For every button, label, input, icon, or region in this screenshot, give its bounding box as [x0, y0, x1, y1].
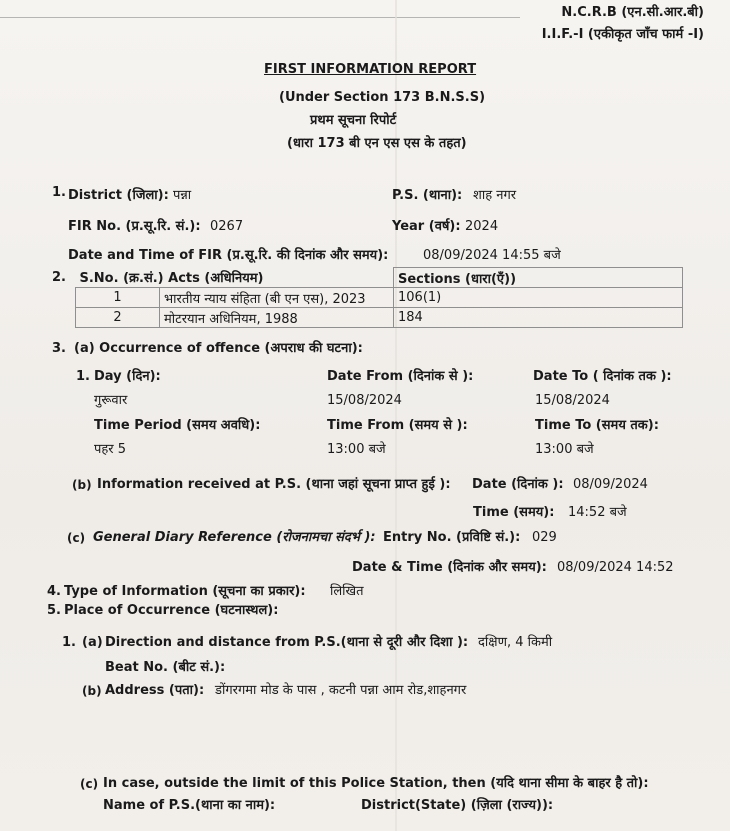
- acts-table: [75, 267, 683, 328]
- info-time-value: 14:52 बजे: [568, 505, 627, 520]
- s5-num: 5.: [47, 603, 61, 618]
- direction-label: Direction and distance from P.S.(थाना से दूरी और दिशा ):: [105, 635, 469, 650]
- sections-header: Sections (धारा(एँ)): [394, 268, 683, 288]
- time-to-value: 13:00 बजे: [535, 442, 594, 457]
- ncrb-label: N.C.R.B (एन.सी.आर.बी): [561, 5, 704, 20]
- s2-num: 2.: [52, 270, 66, 285]
- address-prefix: (b): [82, 684, 102, 698]
- page-title: FIRST INFORMATION REPORT: [264, 62, 477, 77]
- gd-prefix: (c): [67, 531, 86, 545]
- fir-label: FIR No. (प्र.सू.रि. सं.):: [68, 219, 201, 234]
- row-section: 106(1): [394, 288, 683, 308]
- row-section: 184: [394, 308, 683, 328]
- direction-value: दक्षिण, 4 किमी: [478, 635, 553, 650]
- beat-label: Beat No. (बीट सं.):: [105, 660, 226, 675]
- info-received-label: Information received at P.S. (थाना जहां सूचना प्राप्त हुई ):: [97, 477, 451, 492]
- day-label: Day (दिन):: [94, 369, 161, 384]
- fir-value: 0267: [210, 219, 244, 234]
- day-value: गुरूवार: [94, 393, 128, 408]
- s5-sub-num: 1.: [62, 635, 76, 650]
- s3-sub-num: 1.: [76, 369, 90, 384]
- time-period-value: पहर 5: [94, 442, 127, 457]
- fir-datetime-label: Date and Time of FIR (प्र.सू.रि. की दिनांक और समय):: [68, 248, 389, 263]
- acts-header-row: [76, 268, 683, 288]
- place-label: Place of Occurrence (घटनास्थल):: [64, 603, 279, 618]
- row-sno: 2: [76, 308, 160, 328]
- address-value: डोंगरगमा मोड के पास , कटनी पन्ना आम रोड,शाहनगर: [215, 683, 467, 698]
- hindi-title: प्रथम सूचना रिपोर्ट: [310, 113, 397, 128]
- time-to-label: Time To (समय तक):: [535, 418, 659, 433]
- time-from-value: 13:00 बजे: [327, 442, 386, 457]
- info-type-label: Type of Information (सूचना का प्रकार):: [64, 584, 306, 599]
- info-date-value: 08/09/2024: [573, 477, 648, 492]
- s3-num: 3.: [52, 341, 66, 356]
- table-row: [76, 288, 683, 308]
- year-value: 2024: [465, 219, 499, 234]
- ps-value: शाह नगर: [473, 188, 517, 203]
- row-sno: 1: [76, 288, 160, 308]
- table-row: [76, 308, 683, 328]
- time-period-label: Time Period (समय अवधि):: [94, 418, 261, 433]
- date-from-label: Date From (दिनांक से ):: [327, 369, 474, 384]
- iif-label: I.I.F.-I (एकीकृत जाँच फार्म -I): [541, 27, 704, 42]
- direction-prefix: (a): [82, 635, 103, 650]
- date-to-label: Date To ( दिनांक तक ):: [533, 369, 672, 384]
- hindi-section: (धारा 173 बी एन एस एस के तहत): [287, 136, 467, 151]
- gd-datetime-label: Date & Time (दिनांक और समय):: [352, 560, 547, 575]
- ps-label: P.S. (थाना):: [392, 188, 463, 203]
- info-type-value: लिखित: [330, 584, 364, 599]
- outside-limit-label: In case, outside the limit of this Police Station, then (यदि थाना सीमा के बाहर है तो):: [103, 776, 649, 791]
- gd-entry-value: 029: [532, 530, 557, 545]
- date-from-value: 15/08/2024: [327, 393, 402, 408]
- address-label: Address (पता):: [105, 683, 205, 698]
- time-from-label: Time From (समय से ):: [327, 418, 468, 433]
- acts-header: Acts (अधिनियम): [168, 271, 264, 287]
- info-time-label: Time (समय):: [473, 505, 555, 520]
- row-act: भारतीय न्याय संहिता (बी एन एस), 2023: [160, 288, 394, 308]
- year-label: Year (वर्ष):: [392, 219, 461, 234]
- under-section: (Under Section 173 B.N.S.S): [279, 90, 486, 105]
- info-received-prefix: (b): [72, 478, 92, 492]
- district-value: पन्ना: [173, 188, 192, 203]
- info-date-label: Date (दिनांक ):: [472, 477, 564, 492]
- ps-name-label: Name of P.S.(थाना का नाम):: [103, 798, 276, 813]
- row-act: मोटरयान अधिनियम, 1988: [160, 308, 394, 328]
- s4-num: 4.: [47, 584, 61, 599]
- district-label: District (जिला):: [68, 188, 169, 203]
- top-rule: [0, 17, 520, 18]
- fir-datetime-value: 08/09/2024 14:55 बजे: [423, 248, 561, 263]
- outside-prefix: (c): [80, 777, 99, 791]
- date-to-value: 15/08/2024: [535, 393, 610, 408]
- gd-entry-label: Entry No. (प्रविष्टि सं.):: [383, 530, 521, 545]
- s1-num: 1.: [52, 185, 66, 200]
- occurrence-label: (a) Occurrence of offence (अपराध की घटना):: [74, 341, 363, 356]
- sno-header: S.No. (क्र.सं.): [79, 271, 164, 287]
- gd-datetime-value: 08/09/2024 14:52: [557, 560, 674, 575]
- gd-reference-label: General Diary Reference (रोजनामचा संदर्भ ):: [93, 530, 376, 545]
- district-state-label: District(State) (ज़िला (राज्य)):: [361, 798, 554, 813]
